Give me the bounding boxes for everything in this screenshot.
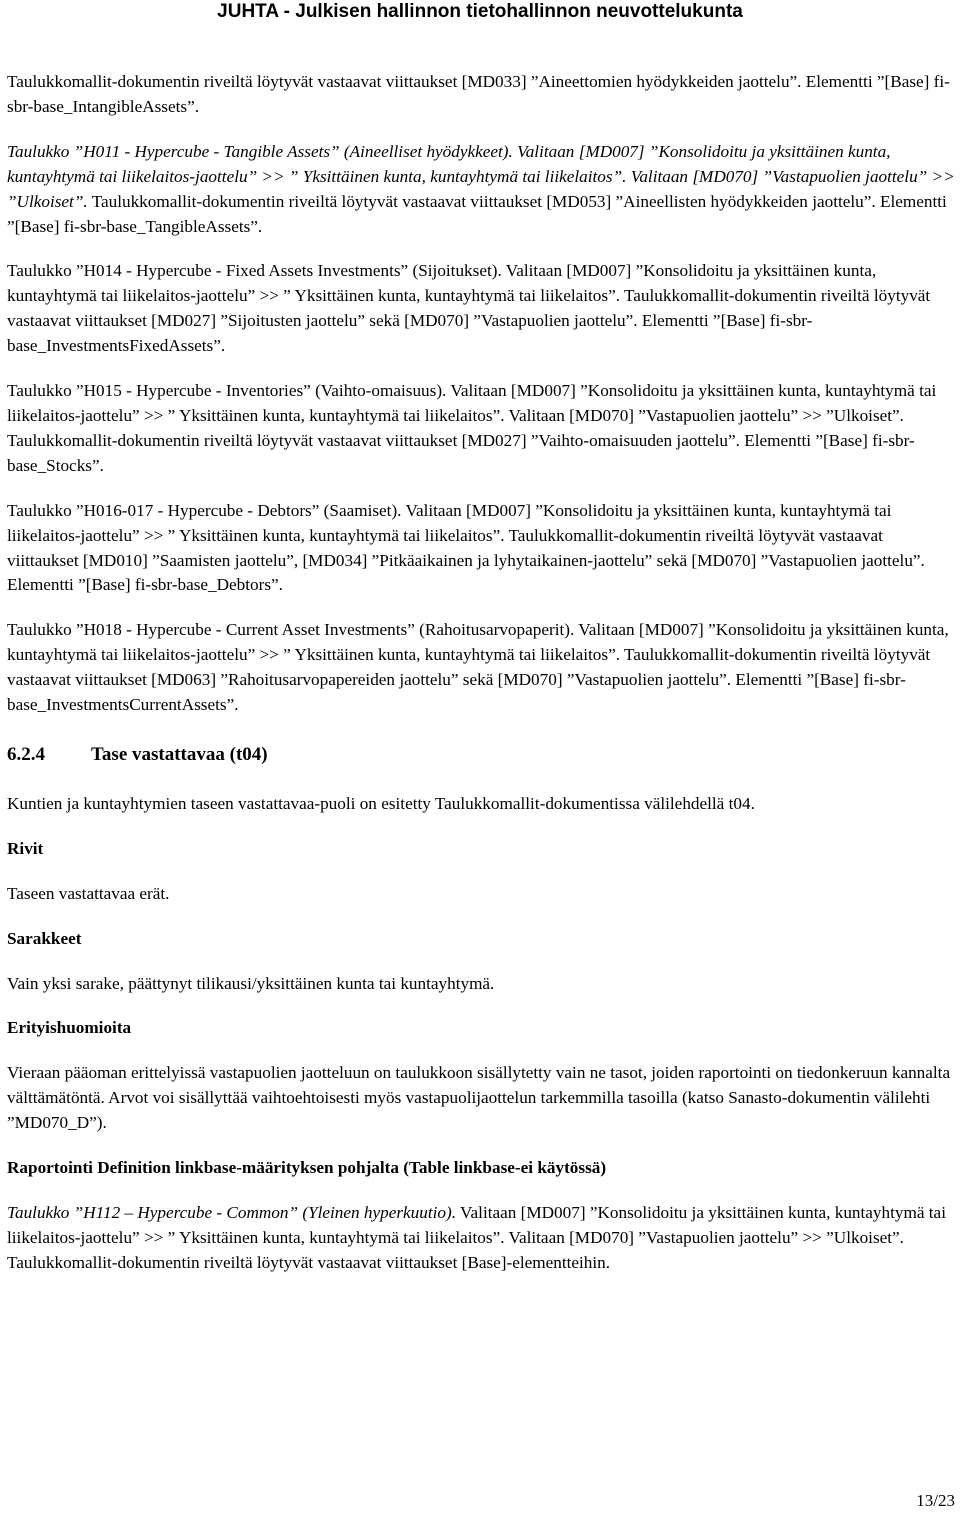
- section-heading: [7, 742, 955, 768]
- section-number: 6.2.4: [7, 743, 45, 765]
- paragraph-fixed-assets-investments: Taulukko ”H014 - Hypercube - Fixed Assets Investments” (Sijoitukset). Valitaan [MD007] ”Konsolidoitu ja yksittäinen kunta, kuntayhtymä tai liikelaitos-jaottelu” >> ” Yksittäinen kunta, kuntayhtymä tai liikelaitos”. Taulukkomallit-dokumentin riveiltä löytyvät vastaavat viittaukset [MD027] ”Sijoitusten jaottelu” sekä [MD070] ”Vastapuolien jaottelu”. Elementti ”[Base] fi-sbr-base_InvestmentsFixedAssets”.: [7, 261, 931, 356]
- document-header: JUHTA - Julkisen hallinnon tietohallinnon neuvottelukunta: [217, 1, 743, 22]
- sarakkeet-text: Vain yksi sarake, päättynyt tilikausi/yksittäinen kunta tai kuntayhtymä.: [7, 973, 495, 993]
- rivit-text: Taseen vastattavaa erät.: [7, 883, 170, 903]
- rivit-heading: Rivit: [7, 838, 44, 858]
- erityishuomioita-heading: Erityishuomioita: [7, 1018, 132, 1038]
- tangible-assets-rest: Taulukkomallit-dokumentin riveiltä löytyvät vastaavat viittaukset [MD053] ”Aineellisten hyödykkeiden jaottelu”. Elementti ”[Base] fi-sbr-base_TangibleAssets”.: [7, 191, 947, 236]
- paragraph-intangible-assets: Taulukkomallit-dokumentin riveiltä löytyvät vastaavat viittaukset [MD033] ”Aineettomien hyödykkeiden jaottelu”. Elementti ”[Base] fi-sbr-base_IntangibleAssets”.: [7, 72, 950, 116]
- paragraph-debtors: Taulukko ”H016-017 - Hypercube - Debtors” (Saamiset). Valitaan [MD007] ”Konsolidoitu ja yksittäinen kunta, kuntayhtymä tai liikelaitos-jaottelu” >> ” Yksittäinen kunta, kuntayhtymä tai liikelaitos”. Taulukkomallit-dokumentin riveiltä löytyvät vastaavat viittaukset [MD010] ”Saamisten jaottelu”, [MD034] ”Pitkäaikainen ja lyhytaikainen-jaottelu” sekä [MD070] ”Vastapuolien jaottelu”. Elementti ”[Base] fi-sbr-base_Debtors”.: [7, 500, 925, 595]
- raportointi-italic: Taulukko ”H112 – Hypercube - Common” (Yleinen hyperkuutio).: [7, 1203, 457, 1222]
- page-number: 13/23: [916, 1491, 955, 1510]
- erityishuomioita-text: Vieraan pääoman erittelyissä vastapuolien jaotteluun on taulukkoon sisällytetty vain ne tasot, joiden raportointi on tiedonkeruun kannalta välttämätöntä. Arvot voi sisällyttää vaihtoehtoisesti myös vastapuolijaottelun tarkemmilla tasoilla (katso Sanasto-dokumentin välilehti ”MD070_D”).: [7, 1063, 951, 1133]
- tangible-assets-italic: Taulukko ”H011 - Hypercube - Tangible Assets” (Aineelliset hyödykkeet). Valitaan [MD007] ”Konsolidoitu ja yksittäinen kunta, kuntayhtymä tai liikelaitos-jaottelu” >> ” Yksittäinen kunta, kuntayhtymä tai liikelaitos”. Valitaan [MD070] ”Vastapuolien jaottelu” >> ”Ulkoiset”.: [7, 141, 955, 211]
- paragraph-tangible-assets: [7, 140, 955, 240]
- paragraph-current-asset-investments: Taulukko ”H018 - Hypercube - Current Asset Investments” (Rahoitusarvopaperit). Valitaan [MD007] ”Konsolidoitu ja yksittäinen kunta, kuntayhtymä tai liikelaitos-jaottelu” >> ” Yksittäinen kunta, kuntayhtymä tai liikelaitos”. Taulukkomallit-dokumentin riveiltä löytyvät vastaavat viittaukset [MD063] ”Rahoitusarvopapereiden jaottelu” sekä [MD070] ”Vastapuolien jaottelu”. Elementti ”[Base] fi-sbr-base_InvestmentsCurrentAssets”.: [7, 620, 949, 715]
- document-body: [7, 70, 955, 1276]
- raportointi-rest: Valitaan [MD007] ”Konsolidoitu ja yksittäinen kunta, kuntayhtymä tai liikelaitos-jaottelu” >> ” Yksittäinen kunta, kuntayhtymä tai liikelaitos”. Valitaan [MD070] ”Vastapuolien jaottelu” >> ”Ulkoiset”. Taulukkomallit-dokumentin riveiltä löytyvät vastaavat viittaukset [Base]-elementteihin.: [7, 1203, 946, 1272]
- raportointi-text: [7, 1201, 955, 1276]
- paragraph-inventories: Taulukko ”H015 - Hypercube - Inventories” (Vaihto-omaisuus). Valitaan [MD007] ”Konsolidoitu ja yksittäinen kunta, kuntayhtymä tai liikelaitos-jaottelu” >> ” Yksittäinen kunta, kuntayhtymä tai liikelaitos”. Valitaan [MD070] ”Vastapuolien jaottelu” >> ”Ulkoiset”. Taulukkomallit-dokumentin riveiltä löytyvät vastaavat viittaukset [MD027] ”Vaihto-omaisuuden jaottelu”. Elementti ”[Base] fi-sbr-base_Stocks”.: [7, 381, 937, 475]
- raportointi-heading: Raportointi Definition linkbase-määrityksen pohjalta (Table linkbase-ei käytössä): [7, 1158, 607, 1178]
- section-intro: Kuntien ja kuntayhtymien taseen vastattavaa-puoli on esitetty Taulukkomallit-dokumentissa välilehdellä t04.: [7, 793, 755, 813]
- sarakkeet-heading: Sarakkeet: [7, 928, 82, 948]
- section-title: Tase vastattavaa (t04): [91, 743, 268, 765]
